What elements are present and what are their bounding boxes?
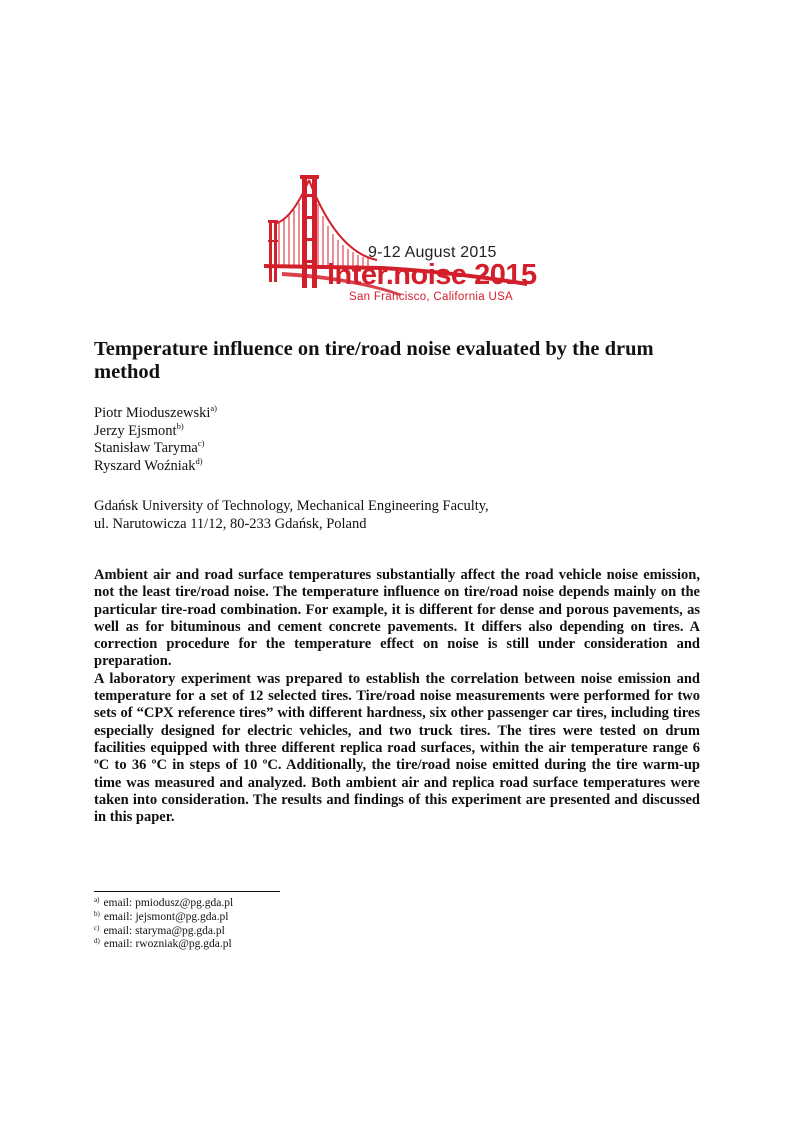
footnote-mark: a) xyxy=(94,896,100,904)
footnote-mark: c) xyxy=(94,923,100,932)
footnote-email: email: pmiodusz@pg.gda.pl xyxy=(103,897,234,909)
paper-title: Temperature influence on tire/road noise evaluated by the drum method xyxy=(94,338,654,383)
footnote-mark: d) xyxy=(94,937,100,946)
author-mark: d) xyxy=(195,455,203,466)
author-mark: b) xyxy=(176,420,184,431)
author-name: Ryszard Woźniak xyxy=(94,457,196,474)
conference-name: inter.noise 2015 xyxy=(327,259,537,291)
abstract xyxy=(94,567,700,826)
author-name: Stanisław Taryma xyxy=(94,440,198,456)
footnote xyxy=(94,911,233,925)
footnote-email: email: rwozniak@pg.gda.pl xyxy=(103,938,232,951)
author-mark: a) xyxy=(210,403,218,413)
author-name: Piotr Mioduszewski xyxy=(94,405,211,421)
author xyxy=(94,455,217,476)
footnote xyxy=(94,897,233,911)
abstract-paragraph: Ambient air and road surface temperatures substantially affect the road vehicle noise emission, not the least tire/road noise. The temperature influence on tire/road noise depends mainly on the particular tire-road combination. For example, it is different for dense and porous pavements, as well as for bituminous and cement concrete pavements. It differs also depending on tires. A correction procedure for the temperature effect on noise is still under consideration and preparation. xyxy=(94,567,700,670)
conference-location: San Francisco, California USA xyxy=(349,291,514,303)
footnote xyxy=(94,925,233,939)
footnote-mark: b) xyxy=(94,909,100,918)
author-name: Jerzy Ejsmont xyxy=(94,422,177,439)
author xyxy=(94,405,217,423)
abstract-paragraph: A laboratory experiment was prepared to establish the correlation between noise emission and temperature for a set of 12 selected tires. Tire/road noise measurements were performed for two sets of “CPX reference tires” with different hardness, six other passenger car tires, including tires especially designed for electric vehicles, and two truck tires. The tires were tested on drum facilities equipped with three different replica road surfaces, within the air temperature range 6 ºC to 36 ºC in steps of 10 ºC. Additionally, the tire/road noise emitted during the tire warm-up time was measured and analyzed. Both ambient air and replica road surface temperatures were taken into consideration. The results and findings of this experiment are presented and discussed in this paper. xyxy=(94,670,700,826)
affiliation-line: Gdańsk University of Technology, Mechanical Engineering Faculty, xyxy=(94,498,489,514)
footnote xyxy=(94,938,233,952)
footnote-divider xyxy=(94,891,280,892)
conference-date: 9-12 August 2015 xyxy=(368,244,497,261)
footnotes xyxy=(94,897,233,952)
footnote-email: email: jejsmont@pg.gda.pl xyxy=(103,910,229,923)
author-list xyxy=(94,405,217,475)
affiliation-line: ul. Narutowicza 11/12, 80-233 Gdańsk, Poland xyxy=(94,516,367,532)
author-mark: c) xyxy=(197,438,205,448)
affiliation xyxy=(94,497,489,533)
footnote-email: email: staryma@pg.gda.pl xyxy=(103,924,225,937)
